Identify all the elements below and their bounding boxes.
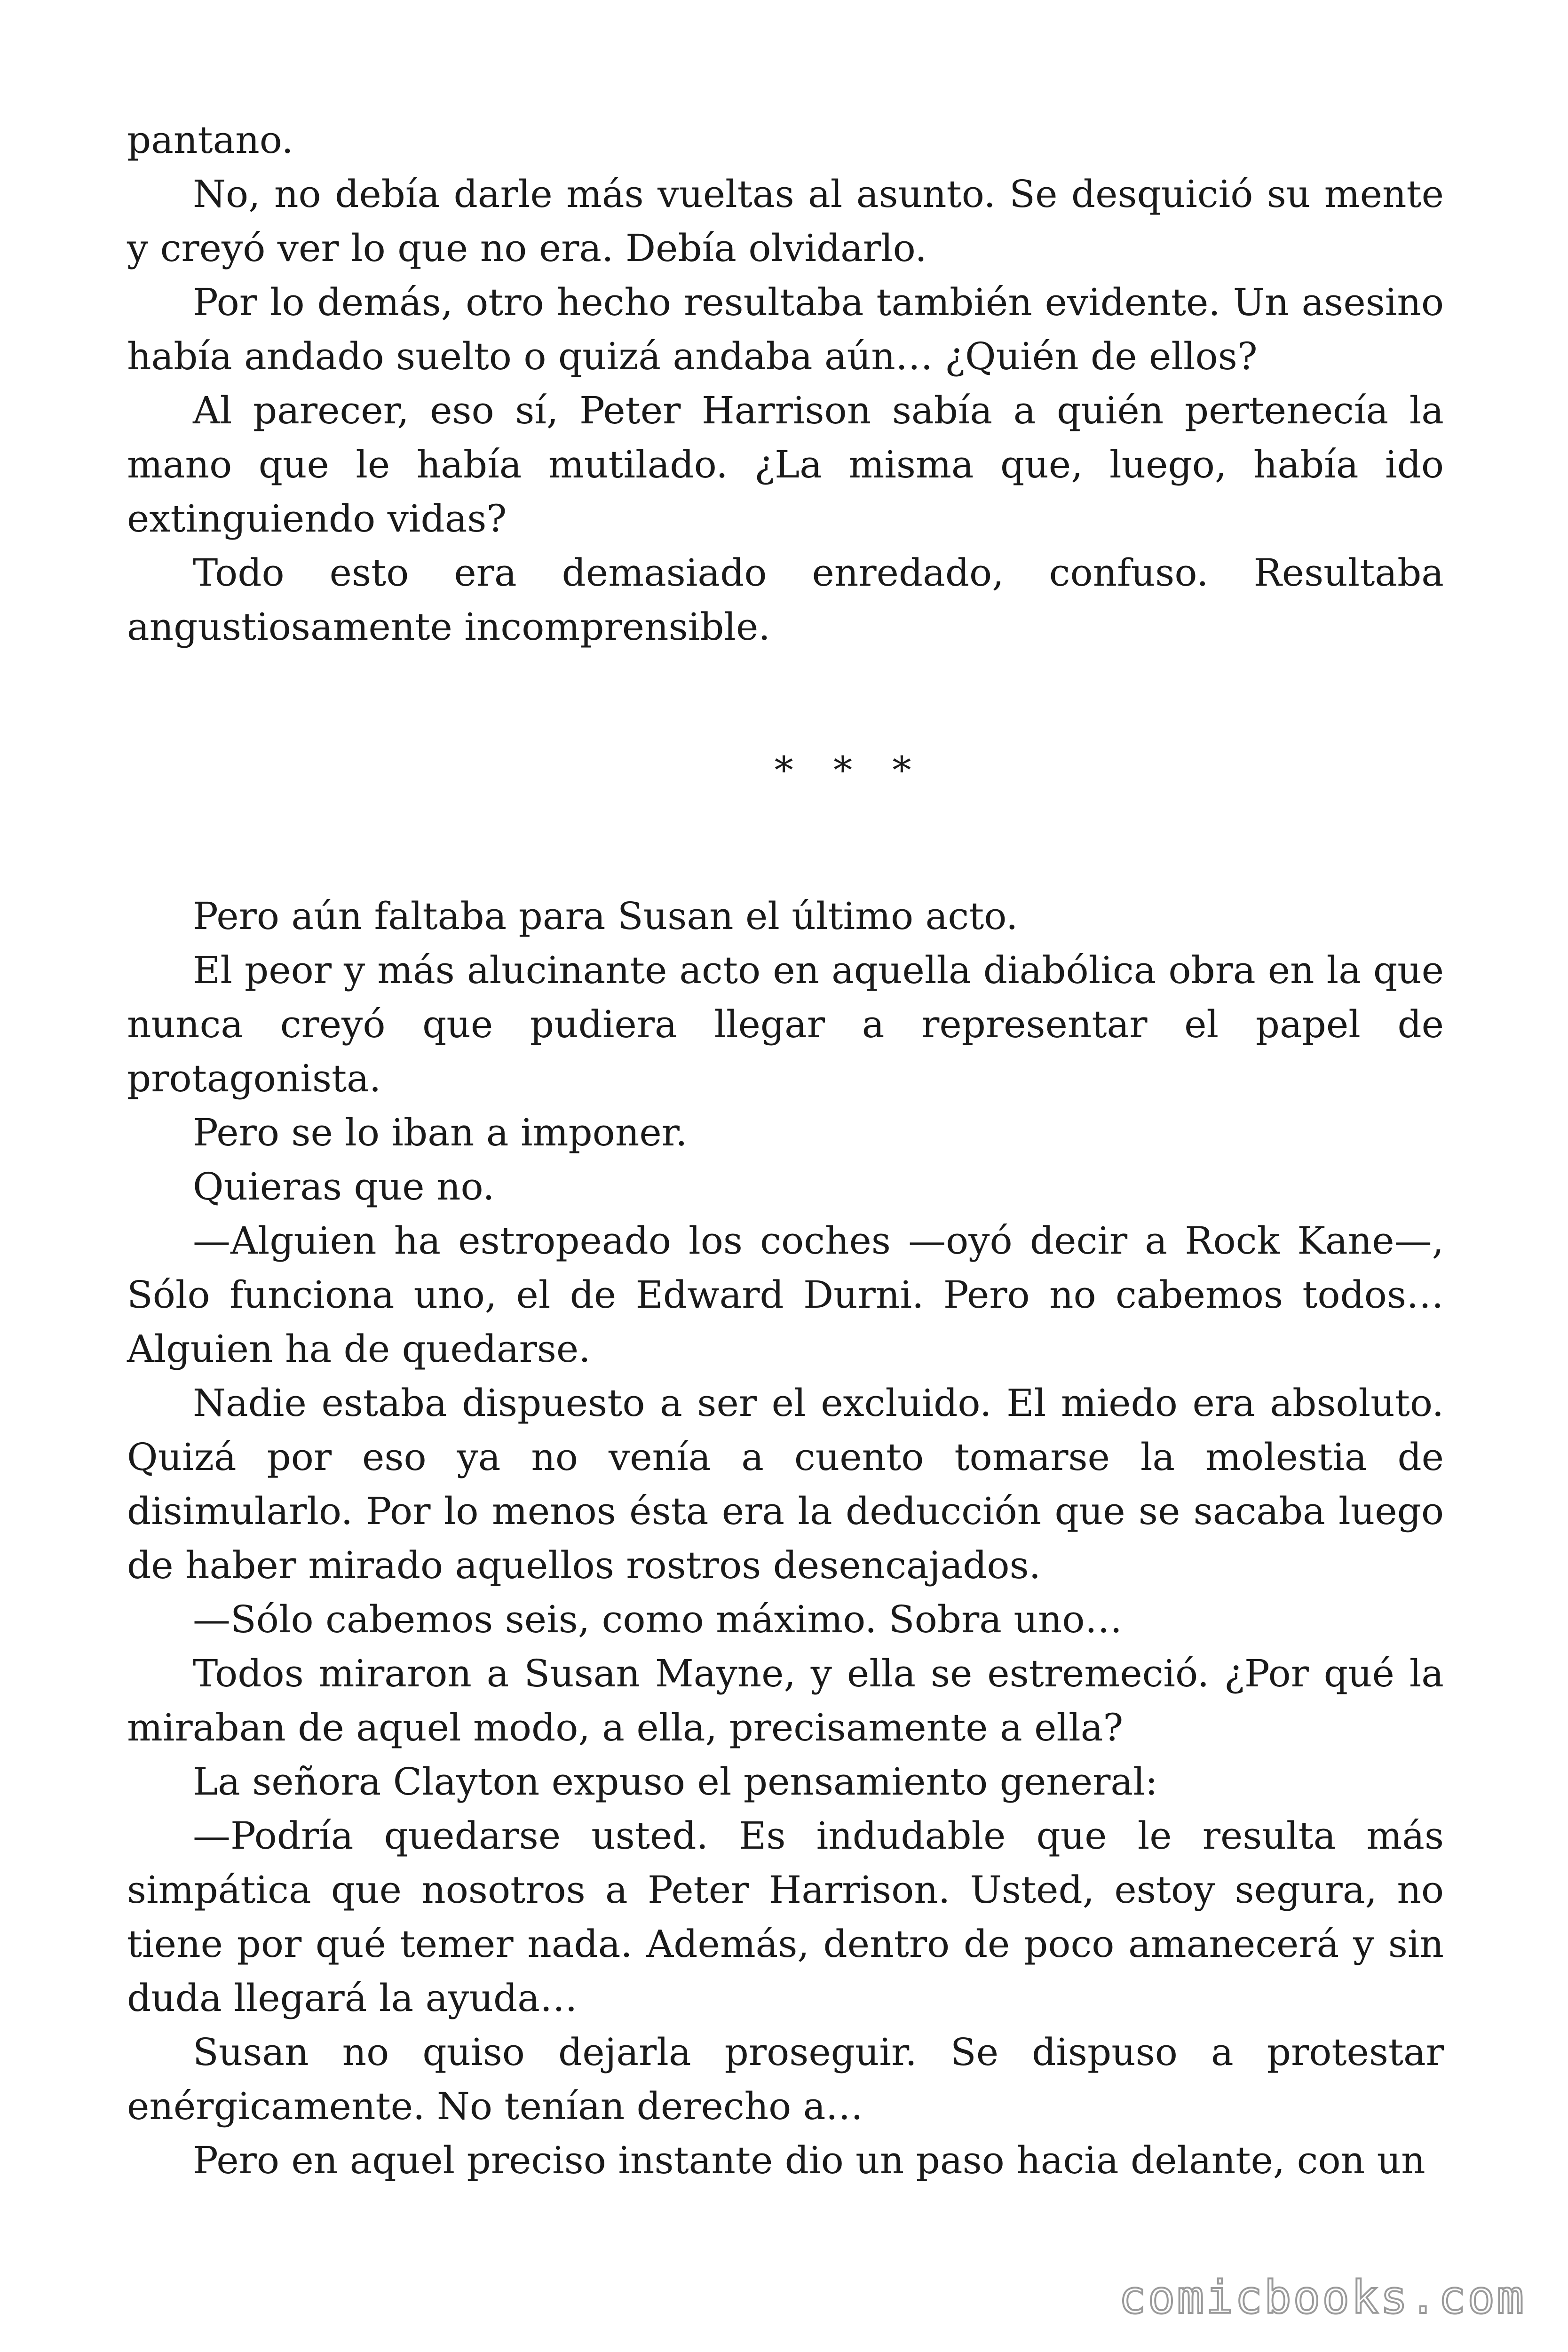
text-block-bottom (127, 889, 1444, 2187)
paragraph: —Podría quedarse usted. Es indudable que le resulta más simpática que nosotros a Peter Harrison. Usted, estoy segura, no tiene por qué temer nada. Además, dentro de poco amanecerá y sin duda llegará la ayuda… (127, 1814, 1444, 2020)
paragraph: —Sólo cabemos seis, como máximo. Sobra uno… (193, 1597, 1123, 1641)
section-separator: * * * (774, 748, 926, 792)
paragraph: Pero se lo iban a imponer. (193, 1111, 688, 1154)
paragraph: Nadie estaba dispuesto a ser el excluido. El miedo era absoluto. Quizá por eso ya no venía a cuento tomarse la molestia de disimularlo. Por lo menos ésta era la deducción que se sacaba luego de haber mirado aquellos rostros desencajados. (127, 1381, 1444, 1587)
text-block-top (127, 113, 1444, 654)
paragraph: Por lo demás, otro hecho resultaba también evidente. Un asesino había andado suelto o quizá andaba aún… ¿Quién de ellos? (127, 280, 1444, 378)
paragraph: Al parecer, eso sí, Peter Harrison sabía a quién pertenecía la mano que le había mutilado. ¿La misma que, luego, había ido extinguiendo vidas? (127, 389, 1444, 540)
paragraph: Todos miraron a Susan Mayne, y ella se estremeció. ¿Por qué la miraban de aquel modo, a ella, precisamente a ella? (127, 1652, 1444, 1749)
watermark: comicbooks.com (1118, 2271, 1526, 2324)
paragraph: Pero aún faltaba para Susan el último acto. (193, 894, 1018, 938)
paragraph: No, no debía darle más vueltas al asunto. Se desquició su mente y creyó ver lo que no era. Debía olvidarlo. (127, 172, 1444, 270)
paragraph: El peor y más alucinante acto en aquella diabólica obra en la que nunca creyó que pudiera llegar a representar el papel de protagonista. (127, 948, 1444, 1100)
paragraph: La señora Clayton expuso el pensamiento general: (193, 1760, 1158, 1804)
paragraph: pantano. (127, 118, 293, 162)
paragraph: Quieras que no. (193, 1165, 495, 1208)
paragraph: Susan no quiso dejarla proseguir. Se dispuso a protestar enérgicamente. No tenían derecho a… (127, 2030, 1444, 2128)
paragraph: Todo esto era demasiado enredado, confuso. Resultaba angustiosamente incomprensible. (127, 551, 1444, 649)
paragraph: —Alguien ha estropeado los coches —oyó decir a Rock Kane—, Sólo funciona uno, el de Edward Durni. Pero no cabemos todos… Alguien ha de quedarse. (127, 1219, 1444, 1371)
paragraph: Pero en aquel preciso instante dio un paso hacia delante, con un (193, 2138, 1425, 2182)
